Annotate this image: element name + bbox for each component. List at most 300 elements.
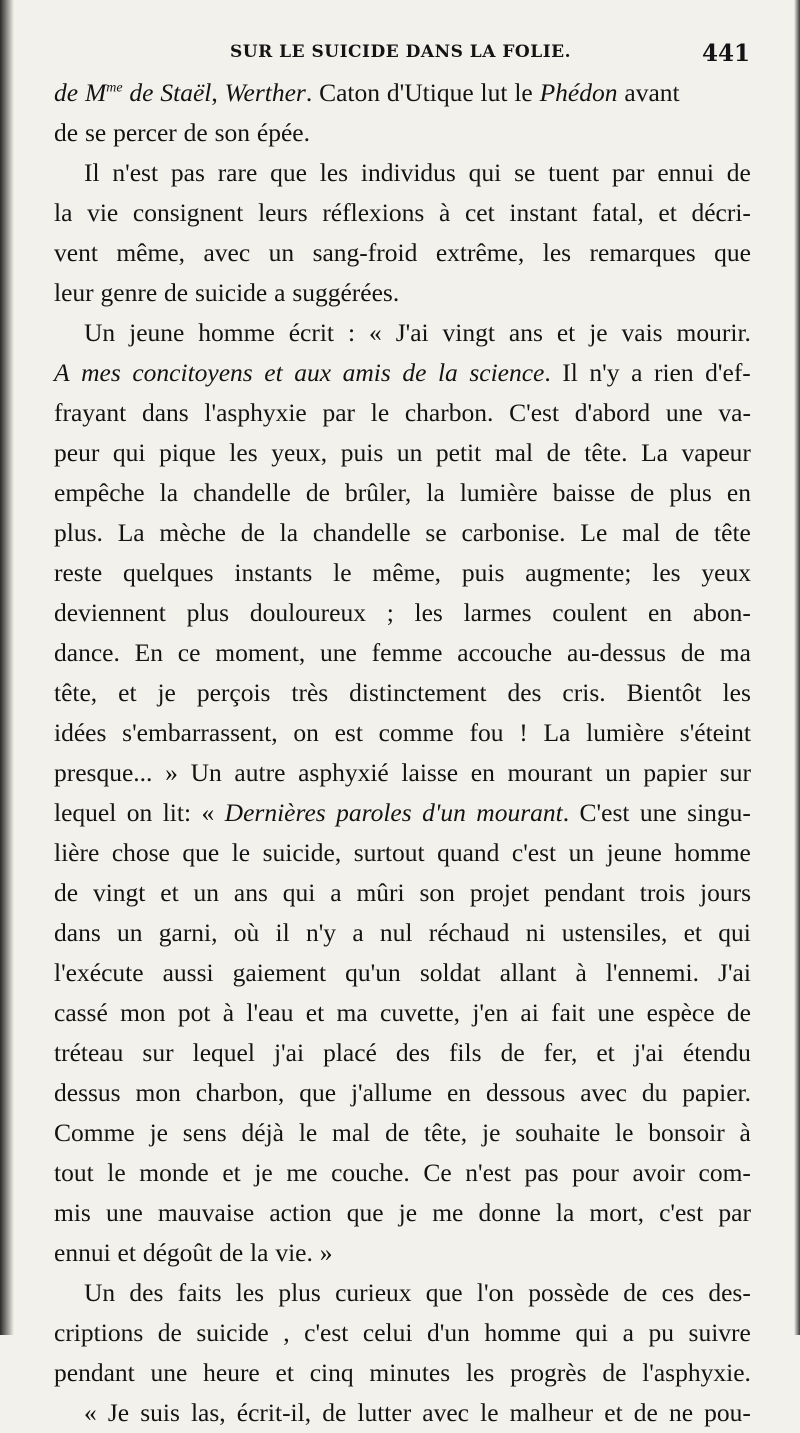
word: de (546, 438, 571, 467)
word: chandelle (193, 478, 291, 507)
word: par (718, 1198, 751, 1227)
body-text (54, 73, 751, 1433)
word: une (150, 1358, 188, 1387)
word: a (622, 1318, 634, 1347)
word: mort, (589, 1198, 644, 1227)
word: a (352, 918, 364, 947)
word: les (414, 598, 443, 627)
word: a (631, 358, 643, 387)
word: sur (719, 758, 751, 787)
word: le (298, 1118, 318, 1147)
word: étendu (682, 1038, 751, 1067)
word: et (596, 1038, 615, 1067)
word: papier. (682, 1078, 751, 1107)
word: écrit (288, 318, 335, 347)
word: » (319, 1238, 333, 1267)
word: l'ennemi. (605, 958, 699, 987)
word: empêche (54, 478, 145, 507)
word: a (274, 278, 286, 307)
word: et (275, 1358, 294, 1387)
word: n'est (112, 158, 159, 187)
word: extrême, (435, 238, 525, 267)
word: et (658, 198, 677, 227)
word: et (118, 678, 137, 707)
word: avec (203, 238, 251, 267)
text-line (54, 193, 751, 233)
word: suis (140, 1398, 180, 1427)
text-line (54, 1033, 751, 1073)
word: comme (378, 718, 454, 747)
word: jours (700, 878, 751, 907)
word: le (333, 558, 352, 587)
word: heure (203, 1358, 260, 1387)
word: pendant (544, 878, 625, 907)
word: avec (580, 1078, 627, 1107)
word: quand (437, 838, 500, 867)
word: C'est (509, 398, 560, 427)
word: qui (718, 918, 751, 947)
word: que (346, 1198, 384, 1227)
word: Comme (54, 1118, 135, 1147)
word: papier (643, 758, 708, 787)
word: j'ai (633, 1038, 664, 1067)
word: pas (170, 158, 205, 187)
word: les (465, 1358, 495, 1387)
word: et (222, 1158, 241, 1187)
word: La (641, 438, 668, 467)
word: donne (478, 1198, 541, 1227)
word: de (500, 1038, 525, 1067)
word: cris. (562, 678, 606, 707)
word: se (514, 158, 536, 187)
word: tête, (423, 1118, 468, 1147)
word: faits (177, 1278, 222, 1307)
word: même, (116, 238, 186, 267)
word: par (322, 398, 356, 427)
word: même, (372, 558, 442, 587)
word: puis (340, 438, 384, 467)
text-line (54, 1393, 751, 1433)
word: trois (639, 878, 686, 907)
word: je (149, 1118, 168, 1147)
word: qu'un (345, 958, 401, 987)
word: accouche (457, 638, 553, 667)
word: : (347, 318, 356, 347)
word: tête, (54, 678, 98, 707)
word: dans (54, 918, 101, 947)
word: de (54, 118, 79, 147)
word: j'en (472, 998, 509, 1027)
word: J'ai (718, 958, 751, 987)
word: d'ef- (705, 358, 751, 387)
word: n'y (305, 918, 337, 947)
text-line (54, 1273, 751, 1313)
word: autre (234, 758, 286, 787)
word: à (739, 1118, 751, 1147)
word: la (250, 1238, 269, 1267)
word: de (680, 638, 705, 667)
word: A (54, 358, 70, 387)
text-line (54, 393, 751, 433)
word: ustensiles, (561, 918, 668, 947)
word: les (542, 238, 572, 267)
word: consignent (132, 198, 244, 227)
word: baisse (552, 478, 616, 507)
word: des (129, 1278, 164, 1307)
word: vapeur (681, 438, 751, 467)
word: singu- (687, 798, 751, 827)
word: tête (714, 518, 751, 547)
word: mûri (356, 878, 405, 907)
word: deviennent (54, 598, 166, 627)
word: dans (141, 398, 189, 427)
word: fou (469, 718, 504, 747)
word: de (240, 518, 265, 547)
page-edge-shadow-right (794, 0, 800, 1335)
word: de (630, 478, 655, 507)
text-line (54, 633, 751, 673)
word: dessus (54, 1078, 121, 1107)
word: par (611, 158, 645, 187)
word: c'est (304, 1318, 349, 1347)
word: de (164, 278, 189, 307)
text-line (54, 353, 751, 393)
word: la (54, 198, 73, 227)
word: l'exécute (54, 958, 144, 987)
word: on (293, 718, 319, 747)
word: j'allume (350, 1078, 433, 1107)
word: suicide, (262, 838, 342, 867)
word: de (54, 78, 79, 107)
word: tout (54, 1158, 94, 1187)
word: des- (708, 1278, 751, 1307)
word: de (726, 998, 751, 1027)
word: presque... (54, 758, 153, 787)
word: La (117, 518, 145, 547)
word: sens (182, 1118, 227, 1147)
word: s'éteint (679, 718, 751, 747)
word: progrès (510, 1358, 587, 1387)
text-line (54, 73, 751, 113)
word: mèche (159, 518, 226, 547)
word: Il (562, 358, 578, 387)
word: malheur (509, 1398, 594, 1427)
word: suggérées. (292, 278, 400, 307)
word: dance. (54, 638, 120, 667)
word: lumière (459, 478, 538, 507)
word: que (270, 158, 307, 187)
word: que (299, 1078, 337, 1107)
word: qui (575, 1318, 609, 1347)
word: fatal, (592, 198, 644, 227)
word: d'un (422, 798, 466, 827)
word: curieux (335, 1278, 412, 1307)
word: asphyxié (298, 758, 389, 787)
word: surtout (353, 838, 425, 867)
word: homme (674, 838, 751, 867)
word: mourant. (476, 798, 570, 827)
word: l'asphyxie. (642, 1358, 751, 1387)
word: me (432, 1198, 464, 1227)
word: que (182, 838, 220, 867)
word: vie (87, 198, 119, 227)
word: percer (113, 118, 177, 147)
word: moment, (215, 638, 306, 667)
word: com- (698, 1158, 751, 1187)
word: leurs (258, 198, 308, 227)
text-line (54, 1193, 751, 1233)
word: de (385, 1118, 410, 1147)
word: ces (661, 1278, 695, 1307)
word: las, (190, 1398, 226, 1427)
word: bonsoir (648, 1118, 725, 1147)
word: un (268, 238, 295, 267)
word: va- (718, 398, 751, 427)
word: chandelle (312, 518, 411, 547)
word: de (129, 78, 154, 107)
word: cuvette, (380, 998, 461, 1027)
word: pas (524, 1158, 559, 1187)
text-line (54, 433, 751, 473)
word: cinq (309, 1358, 354, 1387)
word: paroles (336, 798, 412, 827)
word: de (219, 1238, 244, 1267)
word: suicide (196, 1318, 269, 1347)
word: pot (177, 998, 211, 1027)
text-line (54, 1313, 751, 1353)
word: de (54, 878, 79, 907)
word: pique (159, 438, 216, 467)
word: son (419, 878, 455, 907)
text-line (54, 953, 751, 993)
text-line (54, 1073, 751, 1113)
running-title: SUR LE SUICIDE DANS LA FOLIE. (230, 42, 572, 62)
word: a (330, 878, 342, 907)
word: mon (120, 998, 166, 1027)
text-line (54, 993, 751, 1033)
word: fils (448, 1038, 482, 1067)
word: charbon, (195, 1078, 285, 1107)
word: cassé (54, 998, 108, 1027)
word: où (233, 918, 260, 947)
text-line (54, 273, 751, 313)
word: est (334, 718, 363, 747)
word: Dernières (224, 798, 326, 827)
word: les (722, 678, 751, 707)
word: instant (509, 198, 578, 227)
word: homme (198, 318, 275, 347)
text-line (54, 713, 751, 753)
word: Ce (423, 1158, 452, 1187)
word: J'ai (395, 318, 429, 347)
word: Un (190, 758, 222, 787)
word: tête. (584, 438, 628, 467)
word: celui (362, 1318, 413, 1347)
word: yeux, (271, 438, 328, 467)
word: lut (480, 78, 508, 107)
word: une (665, 398, 703, 427)
word: tréteau (54, 1038, 124, 1067)
word: vais (621, 318, 663, 347)
text-line (54, 873, 751, 913)
word: à (438, 198, 451, 227)
word: se (425, 518, 447, 547)
word: pour (572, 1158, 619, 1187)
word: à (575, 958, 587, 987)
word: Un (84, 1278, 116, 1307)
text-line (54, 793, 751, 833)
word: le (231, 838, 251, 867)
word: le (514, 78, 533, 107)
word: augmente; (525, 558, 632, 587)
word: ce (177, 638, 201, 667)
word: d'Utique (386, 78, 474, 107)
word: d'un (427, 1318, 470, 1347)
word: la (159, 478, 179, 507)
word: fer, (543, 1038, 578, 1067)
word: Staël, (160, 78, 218, 107)
word: Un (84, 318, 116, 347)
word: ma (719, 638, 751, 667)
word: le (480, 1398, 499, 1427)
word: vingt (92, 878, 146, 907)
word: l'on (476, 1278, 515, 1307)
word: mourant (507, 758, 593, 787)
word: laisse (401, 758, 459, 787)
word: Werther. (224, 78, 313, 107)
word: et (160, 878, 179, 907)
word: je (157, 678, 176, 707)
word: et (683, 918, 702, 947)
word: « (201, 798, 215, 827)
word: espèce (646, 998, 715, 1027)
word: la (437, 358, 458, 387)
word: s'embarrassent, (122, 718, 278, 747)
word: » (165, 758, 178, 787)
word: en (446, 1078, 472, 1107)
word: lière (54, 838, 100, 867)
word: science. (469, 358, 551, 387)
word: des (507, 678, 542, 707)
word: mon (135, 1078, 181, 1107)
word: cet (464, 198, 495, 227)
text-line (54, 1153, 751, 1193)
word: nul (379, 918, 413, 947)
word: de (157, 1318, 182, 1347)
word: qui (112, 438, 146, 467)
word: en (648, 598, 673, 627)
word: plus (186, 598, 230, 627)
word: un (568, 838, 595, 867)
word: de (183, 118, 208, 147)
word: allant (499, 958, 557, 987)
word: mauvaise (157, 1198, 255, 1227)
text-line (54, 833, 751, 873)
word: le (615, 1118, 634, 1147)
word: de (675, 518, 700, 547)
text-line (54, 913, 751, 953)
word: il (275, 918, 290, 947)
word: les (229, 438, 258, 467)
word: décri- (691, 198, 751, 227)
text-line (54, 1353, 751, 1393)
word: $M^{me}$ (84, 78, 123, 107)
word: brûler, (345, 478, 412, 507)
word: avoir (632, 1158, 685, 1187)
word: garni, (158, 918, 218, 947)
word: l'eau (246, 998, 294, 1027)
word: du (641, 1078, 668, 1107)
word: vingt (442, 318, 495, 347)
word: sang-froid (312, 238, 418, 267)
word: son (214, 118, 251, 147)
word: jeune (129, 318, 185, 347)
word: genre (100, 278, 158, 307)
word: de (726, 158, 751, 187)
word: tuent (548, 158, 600, 187)
word: à (222, 998, 235, 1027)
word: larmes (463, 598, 532, 627)
word: qui (468, 158, 502, 187)
word: Le (580, 518, 608, 547)
word: individus (360, 158, 456, 187)
word: concitoyens (132, 358, 253, 387)
word: mourir. (676, 318, 751, 347)
word: qui (282, 878, 316, 907)
word: avant (624, 78, 680, 107)
word: femme (371, 638, 443, 667)
text-line (54, 153, 751, 193)
word: ans (508, 318, 543, 347)
word: d'abord (574, 398, 651, 427)
word: c'est (511, 838, 557, 867)
word: pou- (704, 1398, 751, 1427)
word: rare (217, 158, 258, 187)
word: un (193, 878, 220, 907)
word: Il (84, 158, 100, 187)
word: et (117, 1238, 136, 1267)
word: ai (520, 998, 539, 1027)
word: ennui (657, 158, 714, 187)
word: dessous (485, 1078, 566, 1107)
word: la (279, 518, 299, 547)
word: mes (81, 358, 121, 387)
word: quelques (122, 558, 214, 587)
text-line (54, 1113, 751, 1153)
word: , (283, 1318, 290, 1347)
word: écrit-il, (236, 1398, 312, 1427)
word: avec (422, 1398, 470, 1427)
word: homme (484, 1318, 561, 1347)
word: C'est (579, 798, 630, 827)
word: yeux (701, 558, 751, 587)
word: La (543, 718, 571, 747)
word: c'est (659, 1198, 704, 1227)
word: n'est (465, 1158, 511, 1187)
word: des (395, 1038, 430, 1067)
word: ma (336, 998, 368, 1027)
word: ni (525, 918, 546, 947)
word: de (305, 478, 330, 507)
word: me (286, 1158, 318, 1187)
word: lequel (192, 1038, 255, 1067)
text-line (54, 553, 751, 593)
word: un (605, 758, 631, 787)
word: épée. (256, 118, 311, 147)
word: ne (668, 1398, 694, 1427)
word: je (398, 1198, 418, 1227)
text-line (54, 473, 751, 513)
